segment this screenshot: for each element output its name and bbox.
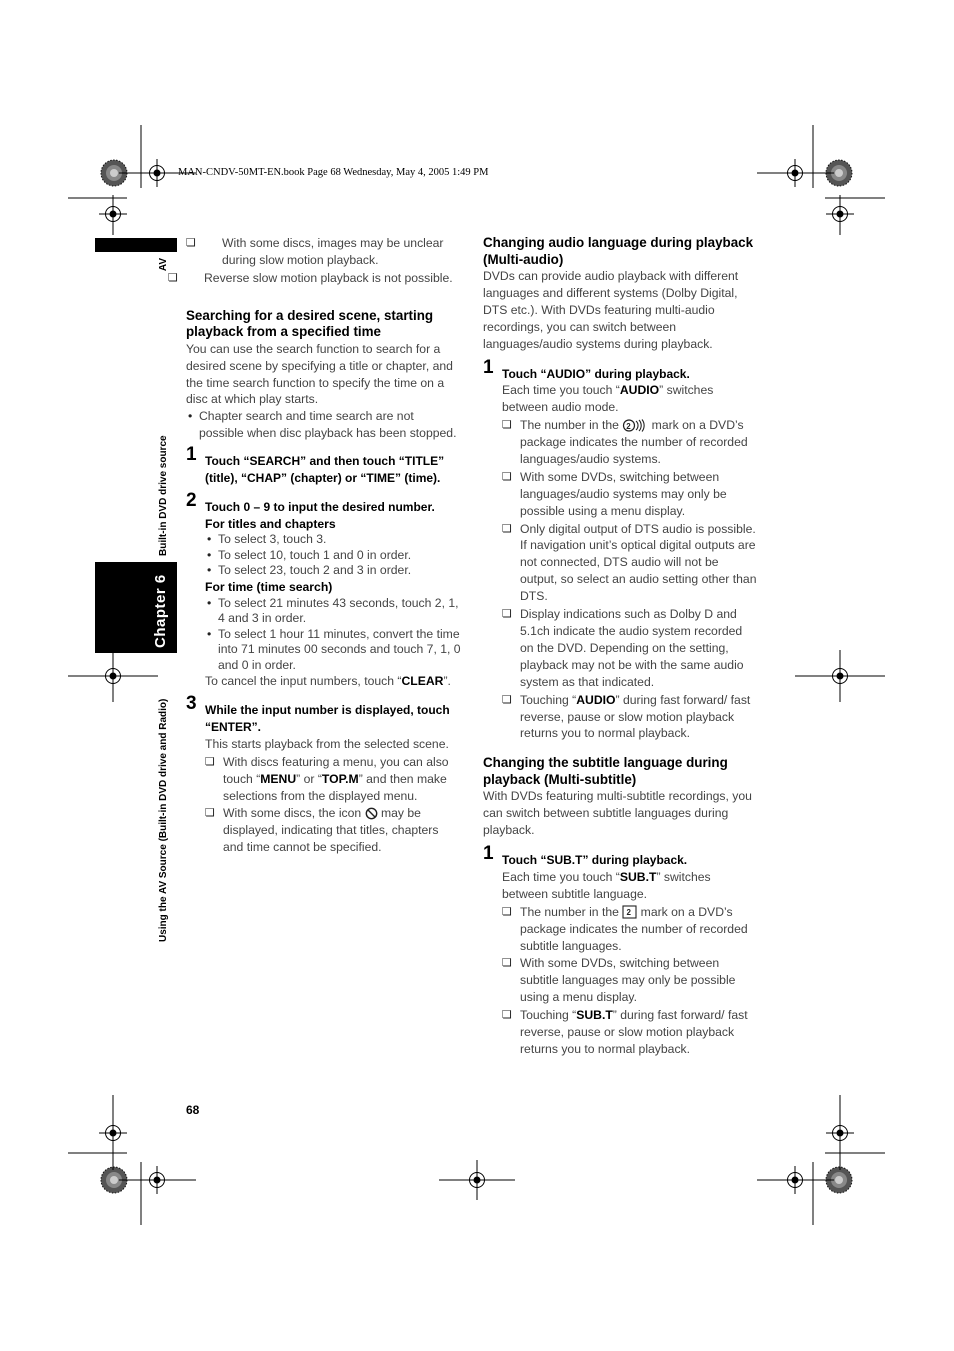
bullet-item: • To select 23, touch 2 and 3 in order. <box>205 563 461 579</box>
svg-text:2: 2 <box>626 907 632 917</box>
step-3: 3 While the input number is displayed, touch “ENTER”. <box>186 693 450 735</box>
page-number: 68 <box>186 1103 200 1117</box>
note: ❏ Touching “AUDIO” during fast forward/ fast reverse, pause or slow motion playback returns you to normal playback. <box>502 692 758 743</box>
intro-text: With DVDs featuring multi-subtitle recordings, you can switch between subtitle languages during playback. <box>483 789 752 838</box>
note: ❏ With some discs, the icon may be displayed, indicating that titles, chapters and time cannot be specified. <box>205 805 461 856</box>
bullet-item: • To select 21 minutes 43 seconds, touch 2, 1, 4 and 3 in order. <box>205 596 461 627</box>
svg-text:2: 2 <box>626 421 632 431</box>
chapter-label: Chapter 6 <box>152 574 169 648</box>
note: ❏ Touching “SUB.T” during fast forward/ fast reverse, pause or slow motion playback returns you to normal playback. <box>502 1007 758 1058</box>
subheading: For time (time search) <box>205 579 333 594</box>
step-text: This starts playback from the selected scene. <box>205 736 449 751</box>
bullet-item: • To select 3, touch 3. <box>205 532 461 548</box>
note: ❏ With discs featuring a menu, you can also touch “MENU” or “TOP.M” and then make selections from the displayed menu. <box>205 754 461 805</box>
note: ❏ Reverse slow motion playback is not possible. <box>168 270 461 287</box>
note: ❏ Only digital output of DTS audio is possible. If navigation unit’s optical digital outputs are not connected, DTS audio will not be output, so select an audio setting other than DTS. <box>502 521 758 606</box>
bullet-item: • To select 1 hour 11 minutes, convert the time into 71 minutes 00 seconds and touch 7, 1, 0 and 0 in order. <box>205 627 461 674</box>
section-heading: Changing audio language during playback (Multi-audio) <box>483 235 754 267</box>
side-av-label: AV <box>158 258 169 272</box>
print-header: MAN-CNDV-50MT-EN.book Page 68 Wednesday, May 4, 2005 1:49 PM <box>178 167 489 178</box>
bullet-item: • Chapter search and time search are not possible when disc playback has been stopped. <box>186 408 461 441</box>
side-section-label: Built-in DVD drive source <box>158 435 169 556</box>
step-2: 2 Touch 0 – 9 to input the desired number. <box>186 489 435 514</box>
note: ❏ Display indications such as Dolby D and 5.1ch indicate the audio system recorded on the DVD. Depending on the setting, playback may not be with the same audio system as that indicated. <box>502 606 758 691</box>
side-chapter-title: Using the AV Source (Built-in DVD drive and Radio) <box>158 698 169 942</box>
step-1: 1 Touch “AUDIO” during playback. <box>483 356 690 381</box>
note: ❏ The number in the 2 mark on a DVD’s package indicates the number of recorded subtitle languages. <box>502 904 758 955</box>
step-text: Each time you touch “SUB.T” switches between subtitle language. <box>502 869 711 901</box>
step-text: Each time you touch “AUDIO” switches between audio mode. <box>502 383 714 415</box>
step-1: 1 Touch “SEARCH” and then touch “TITLE” (title), “CHAP” (chapter) or “TIME” (time). <box>186 444 445 485</box>
step-1: 1 Touch “SUB.T” during playback. <box>483 843 688 868</box>
section-heading: Changing the subtitle language during playback (Multi-subtitle) <box>483 755 728 787</box>
section-heading: Searching for a desired scene, starting playback from a specified time <box>186 307 434 340</box>
note: ❏ With some DVDs, switching between languages/audio systems may only be possible using a menu display. <box>502 469 758 520</box>
intro-text: You can use the search function to search for a desired scene by specifying a title or chapter, and the time search function to specify the time on a disc at which play starts. <box>186 341 453 407</box>
note: ❏ With some DVDs, switching between subtitle languages may only be possible using a menu display. <box>502 955 758 1006</box>
bullet-item: • To select 10, touch 1 and 0 in order. <box>205 548 461 564</box>
subheading: For titles and chapters <box>205 516 336 531</box>
note: ❏ With some discs, images may be unclear during slow motion playback. <box>186 235 479 269</box>
cancel-text: To cancel the input numbers, touch “CLEAR”. <box>205 674 451 689</box>
note: ❏ The number in the 2 mark on a DVD’s package indicates the number of recorded languages/audio systems. <box>502 417 758 468</box>
intro-text: DVDs can provide audio playback with different languages and different systems (Dolby Digital, DTS etc.). With DVDs featuring multi-audio recordings, you can switch between languages/audio systems during playback. <box>483 269 739 351</box>
